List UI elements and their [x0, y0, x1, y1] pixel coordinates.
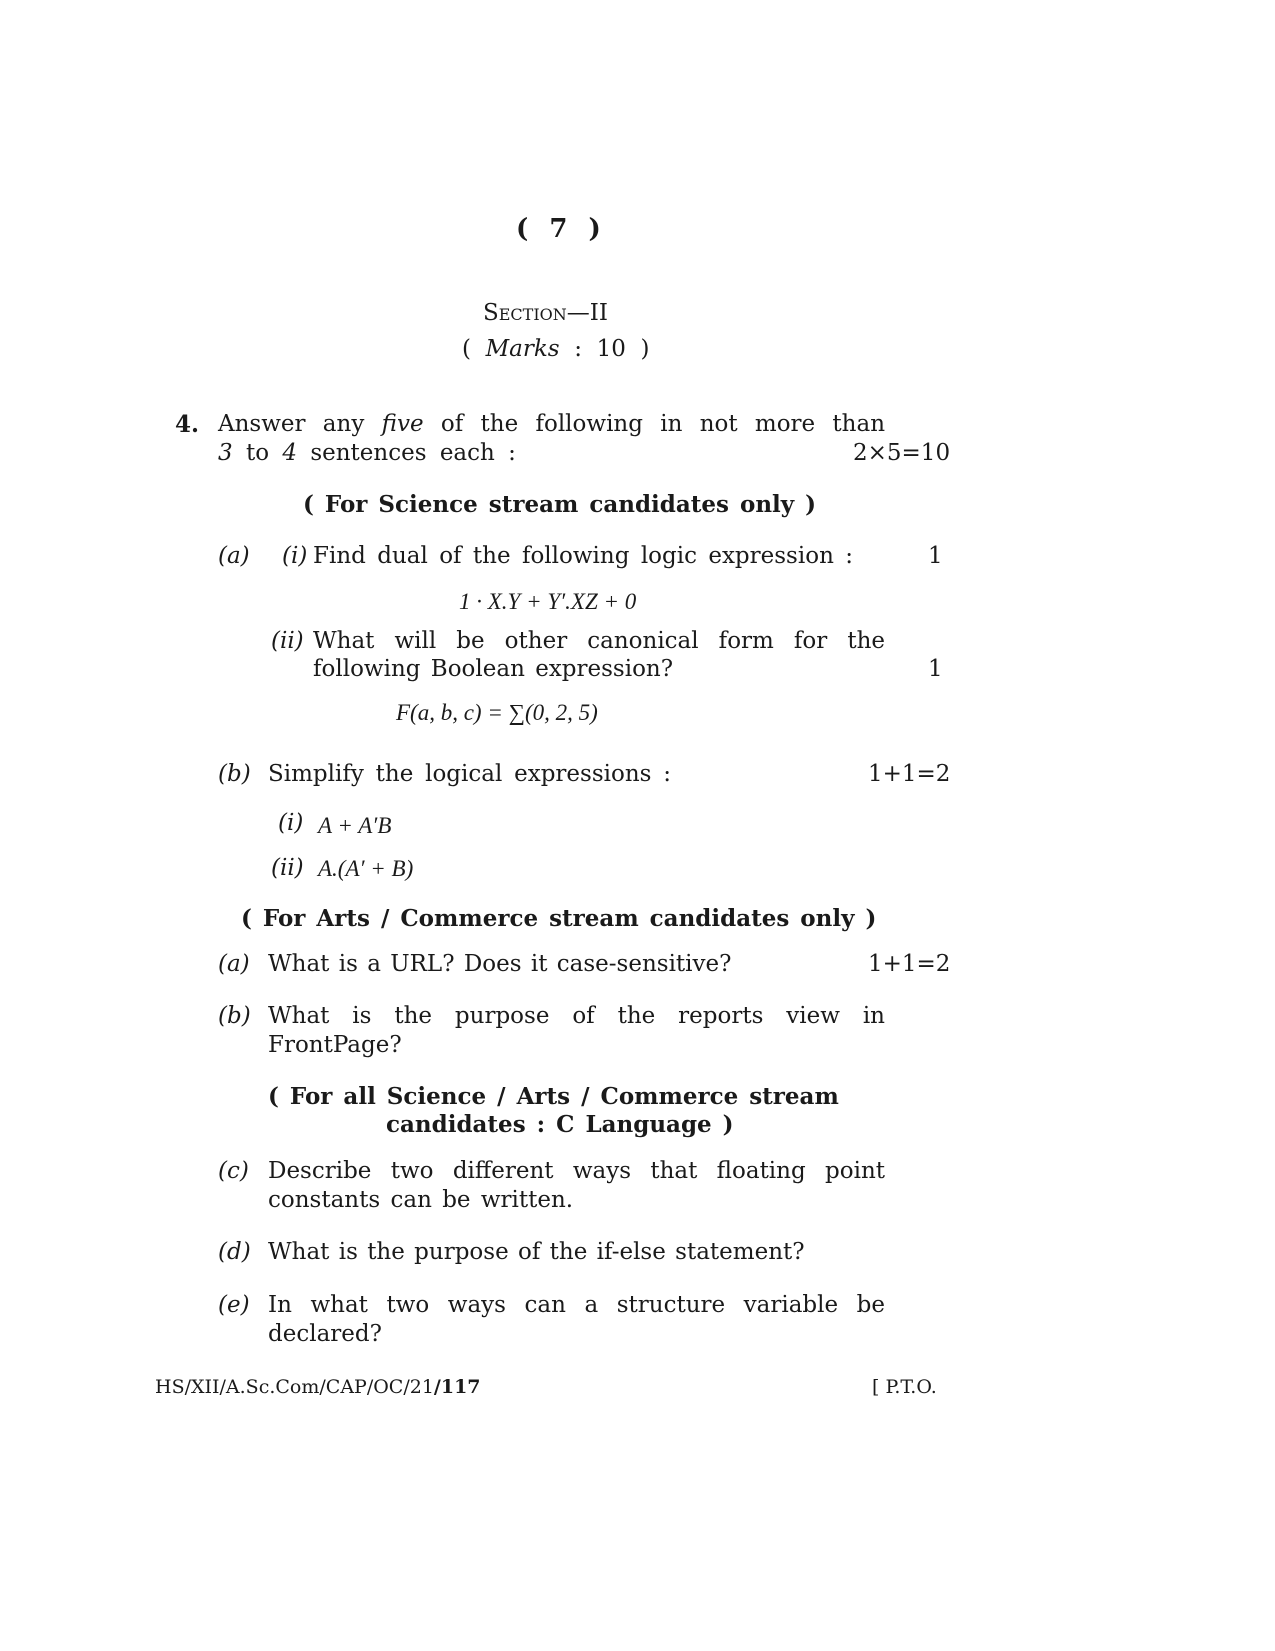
arts-b-line2: FrontPage?: [268, 1032, 402, 1058]
footer-pto: [ P.T.O.: [872, 1376, 937, 1398]
science-b-marks: 1+1=2: [868, 761, 951, 787]
science-b-i-label: (i): [278, 810, 304, 836]
question-instruction-line1: [218, 411, 885, 437]
c-lang-e-line2: declared?: [268, 1321, 382, 1347]
science-heading: ( For Science stream candidates only ): [303, 491, 817, 518]
marks-open: (: [462, 336, 471, 362]
instr-text-a: Answer any: [218, 411, 365, 437]
instr-num-3: 3: [218, 440, 233, 466]
section-marks: [462, 336, 650, 362]
science-b-ii-expression: A.(A′ + B): [318, 856, 414, 881]
arts-heading: ( For Arts / Commerce stream candidates only ): [241, 905, 877, 932]
instr-num-4: 4: [282, 440, 297, 466]
science-a-label: (a): [218, 543, 250, 569]
instr-text-five: five: [381, 411, 424, 437]
science-a-ii-expression: F(a, b, c) = ∑(0, 2, 5): [396, 700, 598, 725]
arts-b-label: (b): [218, 1003, 251, 1029]
science-b-i-expression: A + A′B: [318, 813, 392, 838]
science-a-ii-line2: following Boolean expression?: [313, 656, 674, 682]
c-lang-d-text: What is the purpose of the if-else statement?: [268, 1239, 805, 1265]
arts-a-label: (a): [218, 951, 250, 977]
science-b-label: (b): [218, 761, 251, 787]
c-lang-c-label: (c): [218, 1158, 249, 1184]
arts-a-marks: 1+1=2: [868, 951, 951, 977]
page-number: ( 7 ): [516, 214, 607, 244]
question-number: 4.: [175, 411, 200, 438]
marks-colon: :: [574, 336, 582, 362]
instr-text-c: of the following in not more than: [440, 411, 886, 437]
science-a-ii-line1: What will be other canonical form for the: [313, 628, 885, 654]
c-lang-heading-line1: ( For all Science / Arts / Commerce stream: [268, 1083, 839, 1110]
science-b-ii-label: (ii): [271, 855, 304, 881]
science-b-text: Simplify the logical expressions :: [268, 761, 671, 787]
science-a-i-label: (i): [282, 543, 308, 569]
footer-code: [155, 1376, 481, 1398]
footer-code-number: /117: [433, 1376, 481, 1398]
c-lang-c-line2: constants can be written.: [268, 1187, 574, 1213]
c-lang-d-label: (d): [218, 1239, 251, 1265]
arts-a-text: What is a URL? Does it case-sensitive?: [268, 951, 732, 977]
science-a-ii-marks: 1: [928, 656, 943, 682]
instr-sentences: sentences each :: [310, 440, 516, 466]
marks-label: Marks: [485, 336, 560, 362]
science-a-i-expression: 1 · X.Y + Y′.XZ + 0: [459, 589, 637, 614]
science-a-ii-label: (ii): [271, 628, 304, 654]
question-marks: 2×5=10: [853, 440, 951, 466]
instr-to: to: [245, 440, 270, 466]
science-a-i-marks: 1: [928, 543, 943, 569]
footer-code-text: HS/XII/A.Sc.Com/CAP/OC/21: [155, 1376, 434, 1398]
arts-b-line1: What is the purpose of the reports view in: [268, 1003, 885, 1029]
question-instruction-line2: [218, 440, 516, 466]
section-title: Section—II: [483, 300, 608, 326]
c-lang-e-label: (e): [218, 1292, 250, 1318]
science-a-i-text: Find dual of the following logic expression :: [313, 543, 853, 569]
c-lang-c-line1: Describe two different ways that floating point: [268, 1158, 885, 1184]
c-lang-e-line1: In what two ways can a structure variable be: [268, 1292, 885, 1318]
marks-value: 10: [596, 336, 626, 362]
marks-close: ): [640, 336, 650, 362]
c-lang-heading-line2: candidates : C Language ): [386, 1111, 734, 1138]
